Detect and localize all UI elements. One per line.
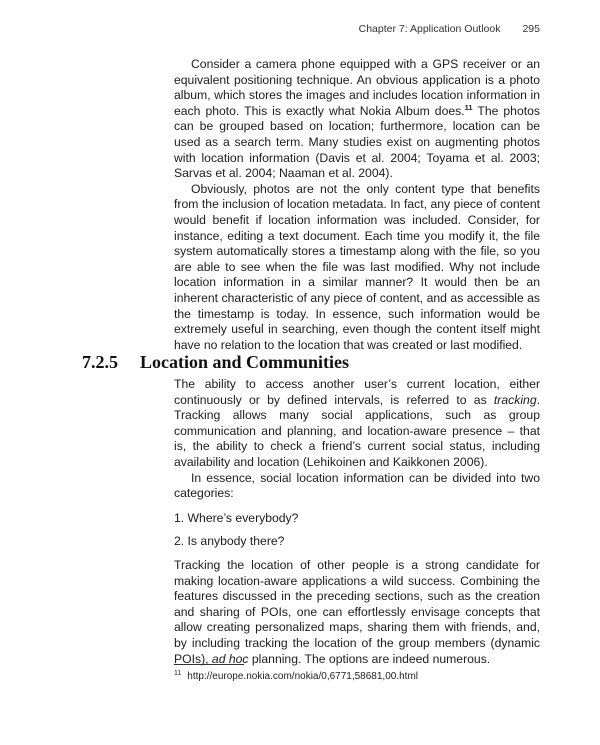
paragraph-photo-album bbox=[174, 57, 540, 182]
paragraph-tracking-candidate bbox=[174, 558, 540, 667]
footnote bbox=[174, 671, 418, 682]
text-block-section bbox=[174, 377, 540, 667]
running-title: Chapter 7: Application Outlook bbox=[358, 23, 501, 35]
paragraph-text: planning. The options are indeed numerous. bbox=[248, 651, 491, 666]
paragraph-categories: In essence, social location information can be divided into two categories: bbox=[174, 470, 540, 501]
emphasis-tracking: tracking bbox=[493, 392, 537, 407]
paragraph-tracking bbox=[174, 377, 540, 471]
category-list bbox=[174, 511, 540, 550]
section-number: 7.2.5 bbox=[82, 352, 118, 372]
list-item: 2. Is anybody there? bbox=[174, 534, 285, 549]
text-block-top bbox=[174, 57, 540, 353]
running-header bbox=[350, 23, 540, 35]
paragraph-location-metadata: Obviously, photos are not the only content type that benefits from the inclusion of location metadata. In fact, any piece of content would benefit if location information was included. Consider, for instance, editing a text document. Each time you modify it, the file system automatically stores a timestamp along with the file, so you are able to see when the file was last modified. Why not include location information in a similar manner? It would then be an inherent characteristic of any piece of content, and as accessible as the timestamp is today. In essence, such information would be extremely useful in searching, even though the content itself might have no relation to the location that was created or last modified. bbox=[174, 181, 540, 352]
section-title: Location and Communities bbox=[140, 352, 350, 372]
emphasis-ad-hoc: ad hoc bbox=[211, 651, 249, 666]
footnote-reference[interactable]: 11 bbox=[464, 102, 473, 112]
footnote-marker: 11 bbox=[174, 669, 182, 677]
list-item: 1. Where’s everybody? bbox=[174, 510, 299, 525]
footnote-url[interactable]: http://europe.nokia.com/nokia/0,6771,58681,00.html bbox=[187, 671, 418, 682]
paragraph-text: Consider a camera phone equipped with a GPS receiver or an equivalent positioning technique. An obvious application is a photo album, which stores the images and includes location information in each photo. This is exactly what Nokia Album does. bbox=[174, 57, 540, 118]
paragraph-text: The ability to access another user’s current location, either continuously or by defined intervals, is referred to as bbox=[174, 377, 540, 407]
page-number: 295 bbox=[522, 23, 540, 35]
paragraph-text: The photos can be grouped based on location; furthermore, location can be used as a search term. Many studies exist on augmenting photos with location information (Davis et al. 2004; Toyama et al. 2003; Sarvas et al. 2004; Naaman et al. 2004). bbox=[174, 103, 540, 181]
section-heading bbox=[82, 352, 349, 373]
footnote-divider bbox=[174, 664, 244, 665]
paragraph-text: Tracking the location of other people is a strong candidate for making location-aware applications a wild success. Combining the features discussed in the preceding sections, such as the creation and sharing of POIs, one can effortlessly envisage concepts that allow creating personalized maps, sharing them with friends, and, by including tracking the location of the group members (dynamic POIs), bbox=[174, 557, 540, 666]
paragraph-text: . Tracking allows many social applications, such as group communication and planning, and location-aware presence – that is, the ability to check a friend’s current social status, including availability and location (Lehikoinen and Kaikkonen 2006). bbox=[174, 392, 540, 469]
